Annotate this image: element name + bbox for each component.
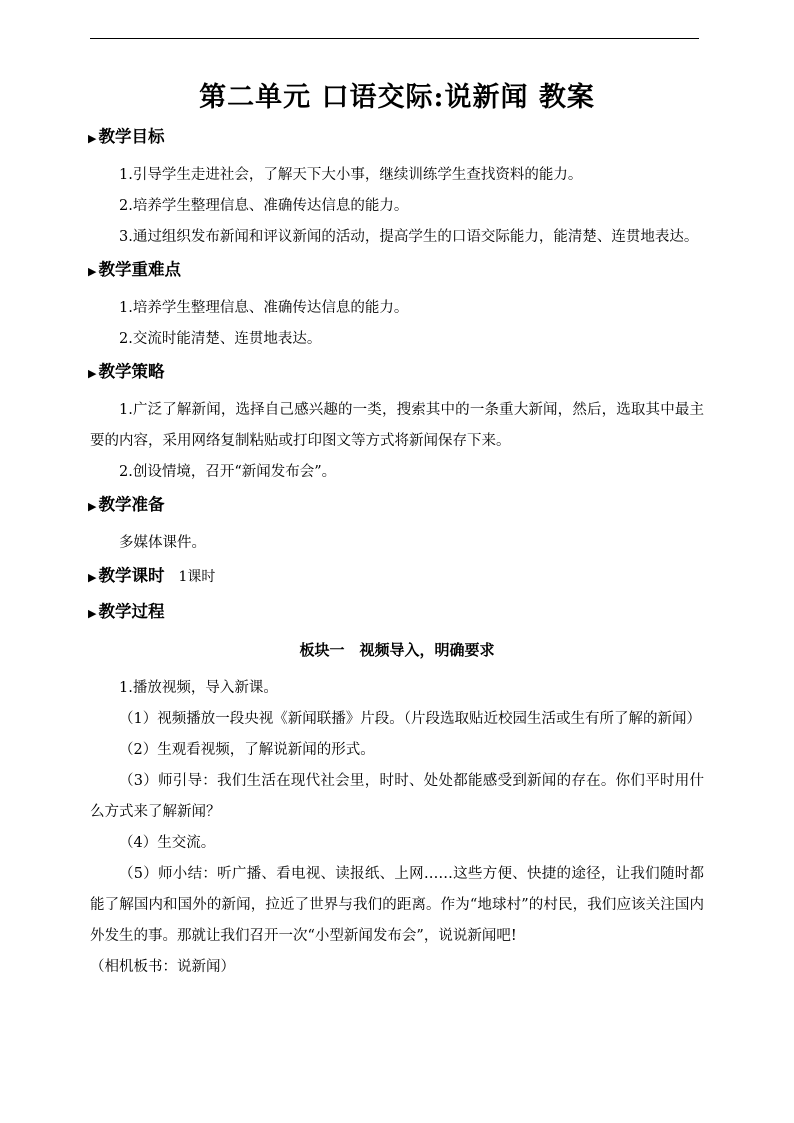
hours-value: 1课时 [178,569,216,585]
section-heading-hours [88,563,704,591]
process-item: （2）生观看视频，了解说新闻的形式。 [119,742,375,758]
heading-text: 教学过程 [98,602,165,621]
key-point-item: 1.培养学生整理信息、准确传达信息的能力。 [119,300,409,316]
heading-text: 教学目标 [98,127,165,146]
key-point-item: 2.交流时能清楚、连贯地表达。 [119,331,322,347]
triangle-bullet-icon: ▶ [88,265,97,278]
triangle-bullet-icon: ▶ [88,500,97,513]
strategy-item: 2.创设情境，召开“新闻发布会”。 [119,464,337,480]
heading-text: 教学策略 [98,362,165,381]
preparation-item: 多媒体课件。 [119,535,206,551]
heading-text: 教学课时 [98,566,165,585]
triangle-bullet-icon: ▶ [88,571,97,584]
section-heading-strategy [88,359,704,387]
goal-item: 3.通过组织发布新闻和评议新闻的活动，提高学生的口语交际能力，能清楚、连贯地表达。 [119,229,699,245]
section-heading-goals [88,124,704,152]
heading-text: 教学准备 [98,495,165,514]
goal-item: 2.培养学生整理信息、准确传达信息的能力。 [119,198,409,214]
section-heading-key-points [88,257,704,285]
process-item: （4）生交流。 [119,835,216,851]
header-rule [90,38,699,39]
strategy-item: 1.广泛了解新闻，选择自己感兴趣的一类，搜索其中的一条重大新闻，然后，选取其中最主要的内容，采用网络复制粘贴或打印图文等方式将新闻保存下来。 [90,402,704,449]
process-item: （3）师引导：我们生活在现代社会里，时时、处处都能感受到新闻的存在。你们平时用什么方式来了解新闻？ [90,773,704,820]
heading-text: 教学重难点 [98,260,181,279]
goal-item: 1.引导学生走进社会，了解天下大小事，继续训练学生查找资料的能力。 [119,167,583,183]
section-heading-preparation [88,492,704,520]
section-heading-process [88,599,704,627]
document-title: 第二单元 口语交际:说新闻 教案 [199,82,595,113]
triangle-bullet-icon: ▶ [88,607,97,620]
triangle-bullet-icon: ▶ [88,367,97,380]
process-item: （1）视频播放一段央视《新闻联播》片段。（片段选取贴近校园生活或生有所了解的新闻） [119,711,701,727]
block-title: 板块一 视频导入，明确要求 [299,641,495,659]
process-item: 1.播放视频，导入新课。 [119,680,278,696]
process-item: （5）师小结：听广播、看电视、读报纸、上网……这些方便、快捷的途径，让我们随时都能了解国内和国外的新闻，拉近了世界与我们的距离。作为“地球村”的村民，我们应该关注国内外发生的事。那就让我们召开一次“小型新闻发布会”，说说新闻吧! [90,866,704,944]
process-item: （相机板书：说新闻） [90,959,235,975]
triangle-bullet-icon: ▶ [88,132,97,145]
document-page [90,78,704,983]
